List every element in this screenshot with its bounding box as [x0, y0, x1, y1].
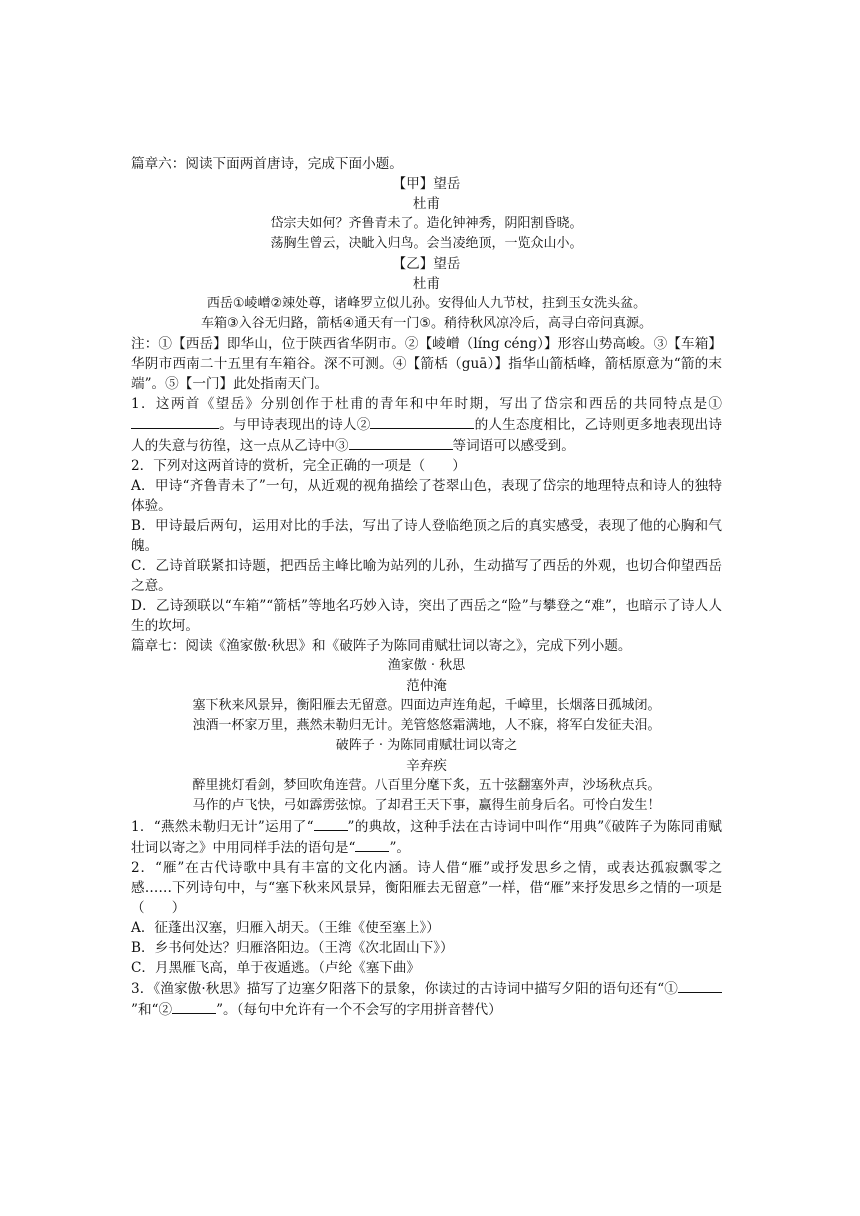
poem-b-line-2: 车箱③入谷无归路，箭栝④通天有一门⑤。稍待秋风凉冷后，高寻白帝问真源。	[201, 316, 652, 331]
poem-d-line-2: 马作的卢飞快，弓如霹雳弦惊。了却君王天下事，赢得生前身后名。可怜白发生！	[192, 798, 661, 813]
answer-blank-3[interactable]	[349, 435, 453, 450]
s7-q3-text-b: ”和“②	[131, 1002, 173, 1018]
poem-b-line-1: 西岳①崚嶒②竦处尊，诸峰罗立似儿孙。安得仙人九节杖，拄到玉女洗头盆。	[206, 296, 647, 311]
poem-c-title: 渔家傲 · 秋思	[387, 658, 466, 673]
s7-q1-text-c: ”。	[389, 840, 410, 856]
answer-blank-5[interactable]	[355, 837, 389, 852]
poem-a-author: 杜甫	[412, 196, 441, 212]
answer-blank-4[interactable]	[314, 816, 348, 831]
poem-d-line-1: 醉里挑灯看剑，梦回吹角连营。八百里分麾下炙，五十弦翻塞外声，沙场秋点兵。	[192, 778, 661, 793]
s6-q2-option-c: C．乙诗首联紧扣诗题，把西岳主峰比喻为站列的儿孙，生动描写了西岳的外观，也切合仰望西岳之意。	[131, 558, 722, 594]
poem-d-title: 破阵子 · 为陈同甫赋壮词以寄之	[335, 738, 518, 753]
poem-c-line-1: 塞下秋来风景异，衡阳雁去无留意。四面边声连角起，千嶂里，长烟落日孤城闭。	[192, 698, 661, 713]
section-7-heading: 篇章七：阅读《渔家傲·秋思》和《破阵子为陈同甫赋壮词以寄之》，完成下列小题。	[131, 638, 632, 654]
s6-q1-text-d: 等词语可以感受到。	[452, 438, 575, 454]
s6-question-1	[131, 394, 722, 456]
s7-q3-text-c: ”。（每句中允许有一个不会写的字用拼音替代）	[216, 1002, 502, 1018]
poem-a-title: 【甲】望岳	[392, 176, 461, 192]
s7-q1-text-a: 1．“燕然未勒归无计”运用了“	[131, 819, 314, 835]
poem-a-line-1: 岱宗夫如何？齐鲁青未了。造化钟神秀，阴阳割昏晓。	[270, 216, 583, 231]
poem-a-line-2: 荡胸生曾云，决眦入归鸟。会当凌绝顶，一览众山小。	[270, 236, 583, 251]
poem-b-author: 杜甫	[412, 276, 441, 292]
s6-question-2-stem: 2．下列对这两首诗的赏析，完全正确的一项是（ ）	[131, 458, 466, 474]
s7-question-2-stem: 2．“雁”在古代诗歌中具有丰富的文化内涵。诗人借“雁”或抒发思乡之情，或表达孤寂飘零之感……下列诗句中，与“塞下秋来风景异，衡阳雁去无留意”一样，借“雁”来抒发思乡之情的一项是（ ）	[131, 860, 722, 916]
s6-q2-option-d: D．乙诗颈联以“车箱”“箭栝”等地名巧妙入诗，突出了西岳之“险”与攀登之“难”，也暗示了诗人人生的坎坷。	[131, 598, 722, 634]
s6-q2-option-b: B．甲诗最后两句，运用对比的手法，写出了诗人登临绝顶之后的真实感受，表现了他的心胸和气魄。	[131, 518, 722, 554]
poem-c-author: 范仲淹	[406, 678, 447, 694]
poem-c-line-2: 浊酒一杯家万里，燕然未勒归无计。羌管悠悠霜满地，人不寐，将军白发征夫泪。	[192, 718, 661, 733]
s7-q2-option-a: A．征蓬出汉塞，归雁入胡天。（王维《使至塞上》）	[131, 920, 440, 936]
s6-q2-option-a: A．甲诗“齐鲁青未了”一句，从近观的视角描绘了苍翠山色，表现了岱宗的地理特点和诗人的独特体验。	[131, 478, 722, 514]
s7-q3-text-a: 3．《渔家傲·秋思》描写了边塞夕阳落下的景象，你读过的古诗词中描写夕阳的语句还有“①	[131, 981, 678, 997]
section-6-heading: 篇章六：阅读下面两首唐诗，完成下面小题。	[131, 156, 403, 172]
s6-q1-text-a: 1．这两首《望岳》分别创作于杜甫的青年和中年时期，写出了岱宗和西岳的共同特点是	[131, 396, 709, 412]
s7-question-3	[131, 978, 722, 1020]
answer-blank-1[interactable]	[131, 414, 219, 429]
s7-question-1	[131, 816, 722, 858]
s7-q1-text-b: ”的典故，这种手法在古诗词中叫作“用典”《破阵子为陈同甫赋壮词以寄之》中用同样手法的语句是“	[131, 819, 723, 856]
s7-q2-option-c: C．月黑雁飞高，单于夜遁逃。（卢纶《塞下曲》	[131, 960, 421, 976]
poem-b-title: 【乙】望岳	[392, 256, 461, 272]
answer-blank-7[interactable]	[172, 999, 216, 1014]
poem-notes: 注：①【西岳】即华山，位于陕西省华阴市。②【崚嶒（líng céng）】形容山势高峻。③【车箱】华阴市西南二十五里有车箱谷。深不可测。④【箭栝（guā）】指华山箭栝峰，箭栝原意为“箭的末端”。⑤【一门】此处指南天门。	[131, 336, 722, 392]
answer-blank-2[interactable]	[370, 414, 474, 429]
s6-q1-text-c: 的人生态度相比，乙诗则更多地表现出诗人的失意与彷徨，这一点从乙诗中③	[131, 417, 723, 454]
poem-d-author: 辛弃疾	[406, 758, 447, 774]
s7-q2-option-b: B．乡书何处达？归雁洛阳边。（王湾《次北固山下》）	[131, 940, 454, 956]
answer-blank-6[interactable]	[678, 978, 722, 993]
s6-q1-mark-1: ①	[708, 396, 722, 412]
s6-q1-text-b: 。与甲诗表现出的诗人②	[219, 417, 371, 433]
